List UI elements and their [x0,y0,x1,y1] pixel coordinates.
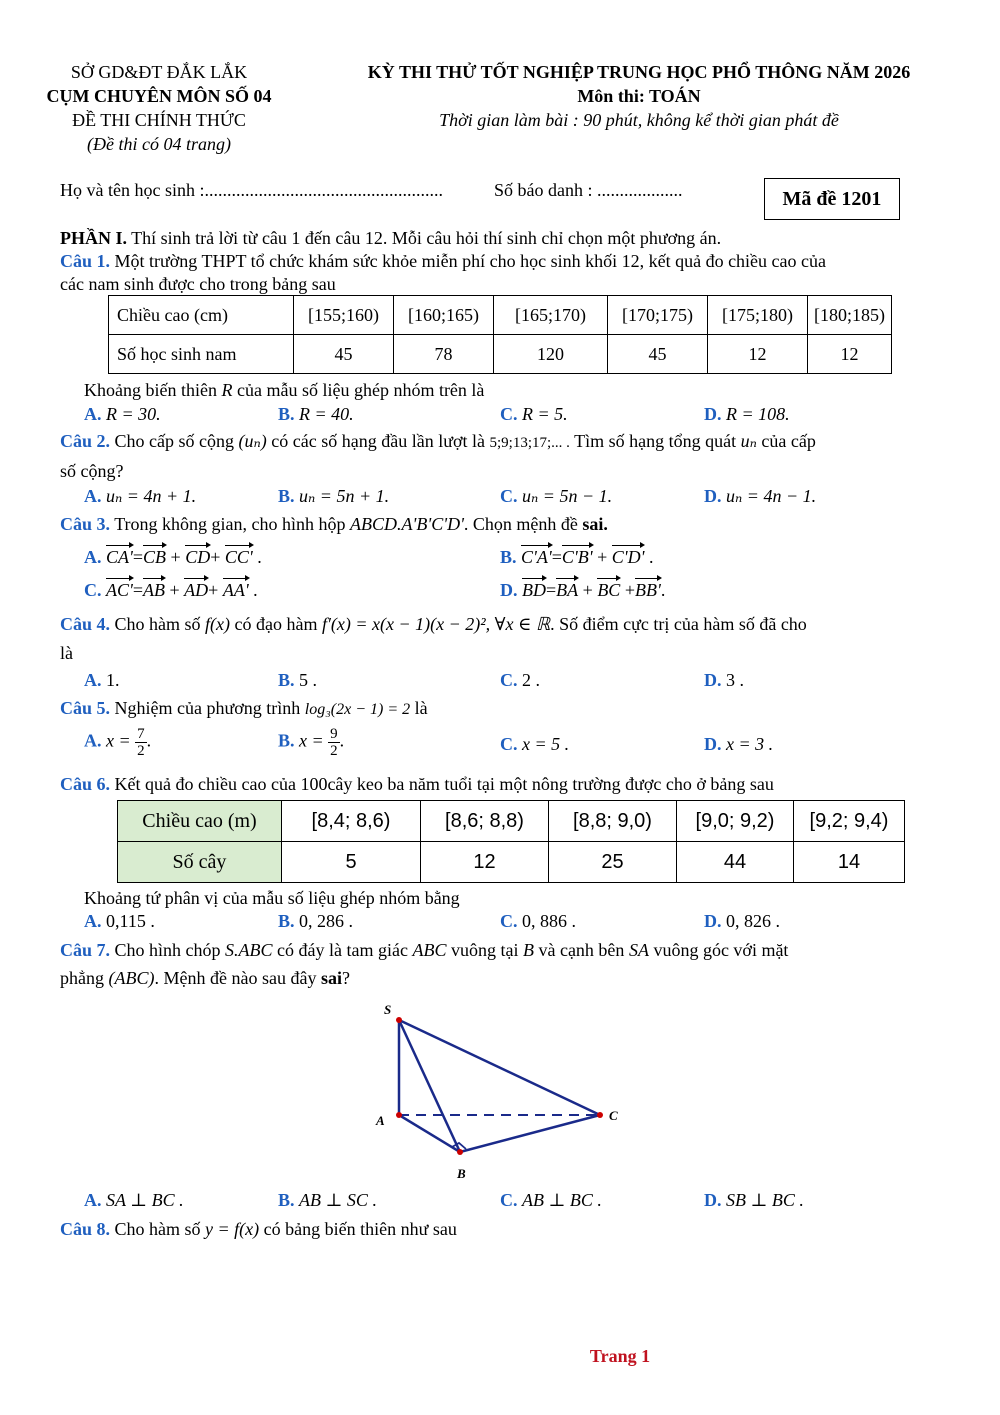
table-cell: 12 [808,335,892,374]
student-name-label: Họ và tên học sinh :..................................................... [60,180,443,200]
vector: AD [184,580,209,600]
q5-option-a[interactable]: A. x = $\frac{7}{2}$ . [84,726,152,759]
table-cell: [9,0; 9,2) [677,801,794,842]
q4-option-c[interactable] [500,670,540,691]
numerator: 9 [330,726,338,742]
q2-text [60,431,816,452]
q4-option-b[interactable] [278,670,317,691]
option-letter: B. [278,911,295,931]
part1-text: Thí sinh trả lời từ câu 1 đến câu 12. Mỗi câu hỏi thí sinh chỉ chọn một phương án. [127,228,722,248]
q6-a: Kết quả đo chiều cao của [110,774,301,794]
q4-b: có đạo hàm [230,614,322,634]
q3-solid: ABCD.A'B'C'D' [350,514,464,534]
option-letter: B. [278,730,295,751]
denominator: 2 [330,743,338,759]
table-cell: [8,6; 8,8) [421,801,549,842]
q8-a: Cho hàm số [110,1219,206,1239]
option-letter: D. [704,1190,722,1210]
option-letter: A. [84,486,102,506]
q7-tri: ABC [412,940,447,960]
q6-num: 100 [300,774,328,794]
option-text: AB ⊥ SC . [299,1190,377,1210]
pyramid-figure [360,1000,640,1185]
option-letter: D. [704,911,722,931]
option-letter: A. [84,911,102,931]
vertex-a [396,1112,402,1118]
table-cell: 44 [677,842,794,883]
table-cell: 78 [394,335,494,374]
dept-name: SỞ GD&ĐT ĐẮK LẮK [70,62,248,82]
fraction [328,726,340,759]
exam-code: Mã đề 1201 [782,187,882,210]
q2-b: có các số hạng đầu lần lượt là [266,431,490,451]
student-id-label: Số báo danh : ................... [494,180,683,200]
option-text: SB ⊥ BC . [726,1190,804,1210]
q4-text [60,614,807,635]
q2-option-c[interactable] [500,486,612,507]
option-text: 0, 826 . [726,911,780,931]
q2-option-b[interactable] [278,486,389,507]
label-c: C [609,1108,618,1123]
q6-option-b[interactable] [278,911,353,932]
q7-d: và cạnh bên [533,940,629,960]
table-cell: Chiều cao (cm) [109,296,294,335]
q2-option-d[interactable] [704,486,816,507]
q6-option-d[interactable] [704,911,780,932]
vector: CB [143,547,167,567]
q1-option-c[interactable] [500,404,568,425]
option-letter: C. [500,670,518,690]
table-row [109,335,892,374]
q2-label: Câu 2. [60,431,111,451]
q7-label: Câu 7. [60,940,111,960]
edge-bc [460,1115,600,1152]
table-row [118,842,905,883]
option-text: R = 5. [522,404,568,424]
subject: Môn thi: TOÁN [577,86,701,106]
q2-seq: (uₙ) [238,431,267,451]
q2-un: uₙ [740,431,757,451]
q3-text [60,514,608,535]
q2-a: Cho cấp số cộng [110,431,239,451]
vertex-b [457,1149,463,1155]
q7-emph: sai [320,968,342,988]
q5-option-c[interactable] [500,734,569,755]
q7-l2a: phẳng [60,968,109,988]
cluster-name: CỤM CHUYÊN MÔN SỐ 04 [46,86,272,106]
q7-l2b: . Mệnh đề nào sau đây [154,968,321,988]
q8-fn: y = f(x) [205,1219,260,1239]
option-letter: A. [84,1190,102,1210]
table-cell: 5 [282,842,421,883]
q5-eq: log₃(2x − 1) = 2 [304,701,411,718]
time-limit: Thời gian làm bài : 90 phút, không kể thời gian phát đề [439,110,839,130]
q4-label: Câu 4. [60,614,111,634]
option-text: uₙ = 4n − 1. [726,486,817,506]
vector: BA [556,580,579,600]
q3-b: . Chọn mệnh đề [463,514,583,534]
table-cell: Chiều cao (m) [118,801,282,842]
q3-a: Trong không gian, cho hình hộp [110,514,351,534]
q6-text [60,774,774,795]
q7-sa: SA [628,940,649,960]
option-text: R = 108. [726,404,790,424]
table-cell: 12 [708,335,808,374]
q4-option-d[interactable] [704,670,744,691]
vector: BD [522,580,546,600]
option-text: x = [106,730,131,751]
option-text: 3 . [726,670,744,690]
option-text: 2 . [522,670,540,690]
vector: C'D' [611,547,645,567]
option-text: uₙ = 5n + 1. [299,486,390,506]
option-letter: C. [500,911,518,931]
vector: BB' [634,580,661,600]
q1-prompt [84,380,484,401]
q7-vb: B [522,940,534,960]
q2-d: của cấp [756,431,816,451]
q4-text-line2: là [60,643,73,663]
q7-l2c: ? [341,968,350,988]
q7-c: vuông tại [446,940,523,960]
q3-emph: sai. [582,514,608,534]
option-text: uₙ = 4n + 1. [106,486,197,506]
student-name-field[interactable] [60,180,443,201]
table-cell: [9,2; 9,4) [794,801,905,842]
official-label: ĐỀ THI CHÍNH THỨC [72,110,246,130]
q7-option-d[interactable] [704,1190,804,1211]
page-count: (Đề thi có 04 trang) [87,134,231,154]
q7-option-a[interactable] [84,1190,184,1211]
vector: BC [597,580,621,600]
option-letter: D. [704,670,722,690]
option-letter: D. [704,486,722,506]
q1-option-b[interactable] [278,404,354,425]
table-cell: 14 [794,842,905,883]
option-text: 0, 286 . [299,911,354,931]
table-cell: Số cây [118,842,282,883]
q3-label: Câu 3. [60,514,111,534]
q4-a: Cho hàm số [110,614,206,634]
q4-fx: f(x) [205,614,231,634]
q3-option-d[interactable]: D. BD=BA + BC +BB'. [500,580,666,600]
option-text: uₙ = 5n − 1. [522,486,613,506]
q7-text [60,940,788,961]
vector: C'B' [561,547,593,567]
exam-code-box [764,178,900,220]
q1-prompt-var: R [221,380,233,400]
option-letter: B. [278,486,295,506]
q7-e: vuông góc với mặt [648,940,789,960]
option-text: x = [299,730,324,751]
table-cell: [155;160) [294,296,394,335]
q2-option-a[interactable] [84,486,196,507]
fraction [135,726,147,759]
table-cell: 12 [421,842,549,883]
option-letter: A. [84,730,102,751]
table-cell: [165;170) [494,296,608,335]
q7-b: có đáy là tam giác [272,940,413,960]
vector: AB [143,580,166,600]
q1-text-line2: các nam sinh được cho trong bảng sau [60,274,336,294]
option-letter: C. [500,734,518,754]
vector: C'A' [521,547,552,567]
table-cell: 25 [549,842,677,883]
option-text: AB ⊥ BC . [522,1190,602,1210]
q5-b: là [410,698,428,718]
option-text: 1. [106,670,120,690]
table-cell: [180;185) [808,296,892,335]
vector: CC' [224,547,253,567]
table-cell: 45 [608,335,708,374]
table-row [118,801,905,842]
vertex-s [396,1017,402,1023]
exam-title: KỲ THI THỬ TỐT NGHIỆP TRUNG HỌC PHỔ THÔNG NĂM 2026 [367,62,911,82]
vertex-c [597,1112,603,1118]
q8-b: có bảng biến thiên như sau [259,1219,457,1239]
option-letter: B. [278,670,295,690]
option-text: 5 . [299,670,318,690]
vector: CD [185,547,211,567]
option-letter: B. [278,1190,295,1210]
table-cell: [160;165) [394,296,494,335]
part1-instructions [60,228,721,249]
q1-label: Câu 1. [60,251,111,271]
q7-pyr: S.ABC [225,940,273,960]
q1-text [60,251,826,272]
q6-b: cây keo ba năm tuổi tại một nông trường được cho ở bảng sau [327,774,774,794]
q3-option-b[interactable]: B. C'A'=C'B' + C'D' . [500,547,654,567]
q7-plane: (ABC) [108,968,155,988]
label-s: S [384,1002,392,1017]
q7-option-b[interactable] [278,1190,377,1211]
q3-option-c[interactable]: C. AC'=AB + AD+ AA' . [84,580,258,600]
q5-option-b[interactable]: B. x = $\frac{9}{2}$ . [278,726,345,759]
option-letter: C. [500,1190,518,1210]
option-letter: B. [500,547,517,567]
q6-label: Câu 6. [60,774,111,794]
option-letter: B. [278,404,295,424]
option-letter: C. [500,404,518,424]
option-text: R = 40. [299,404,354,424]
q4-c: . Số điểm cực trị của hàm số đã cho [550,614,807,634]
vector: AA' [222,580,249,600]
q8-text [60,1219,457,1240]
label-a: A [376,1113,385,1128]
option-letter: D. [704,404,722,424]
q2-c: Tìm số hạng tổng quát [569,431,741,451]
q1-line1: Một trường THPT tổ chức khám sức khỏe miễn phí cho học sinh khối 12, kết quả đo chiều cao của [110,251,826,271]
vector: AC' [106,580,133,600]
numerator: 7 [137,726,145,742]
q6-table [117,800,905,883]
option-letter: D. [704,734,722,754]
option-letter: C. [500,486,518,506]
q5-label: Câu 5. [60,698,111,718]
q8-label: Câu 8. [60,1219,111,1239]
q1-option-a[interactable] [84,404,161,425]
option-letter: D. [500,580,518,600]
q1-prompt-b: của mẫu số liệu ghép nhóm trên là [232,380,485,400]
q1-option-d[interactable] [704,404,790,425]
table-cell: Số học sinh nam [109,335,294,374]
table-cell: [175;180) [708,296,808,335]
page-number: Trang 1 [589,1346,651,1366]
q6-option-c[interactable] [500,911,576,932]
q6-option-a[interactable] [84,911,155,932]
option-text: x = 3 . [726,734,774,754]
q7-a: Cho hình chóp [110,940,226,960]
option-text: SA ⊥ BC . [106,1190,184,1210]
part1-title: PHẦN I. [60,228,127,248]
option-text: 0, 886 . [522,911,576,931]
q5-a: Nghiệm của phương trình [110,698,305,718]
q4-deriv: f′(x) = x(x − 1)(x − 2)², ∀x ∈ ℝ [321,614,551,634]
q2-text-line2: số cộng? [60,461,124,481]
table-row [109,296,892,335]
q6-prompt: Khoảng tứ phân vị của mẫu số liệu ghép nhóm bằng [84,888,460,908]
option-letter: A. [84,547,102,567]
edge-sc [399,1020,600,1115]
table-cell: [8,4; 8,6) [282,801,421,842]
option-letter: C. [84,580,102,600]
option-letter: A. [84,404,102,424]
student-id-field[interactable] [494,180,683,201]
option-letter: A. [84,670,102,690]
q1-prompt-a: Khoảng biến thiên [84,380,222,400]
q2-terms: 5;9;13;17;... . [489,435,570,451]
option-text: R = 30. [106,404,161,424]
q4-option-a[interactable] [84,670,120,691]
table-cell: [8,8; 9,0) [549,801,677,842]
table-cell: [170;175) [608,296,708,335]
option-text: x = 5 . [522,734,570,754]
option-text: 0,115 . [106,911,155,931]
q3-option-a[interactable]: A. CA'=CB + CD+ CC' . [84,547,262,567]
vector: CA' [106,547,133,567]
table-cell: 120 [494,335,608,374]
q7-option-c[interactable] [500,1190,602,1211]
q5-text [60,698,428,719]
q5-option-d[interactable] [704,734,773,755]
label-b: B [457,1166,466,1181]
q7-text-line2 [60,968,350,989]
denominator: 2 [137,743,145,759]
table-cell: 45 [294,335,394,374]
q1-table [108,295,892,374]
